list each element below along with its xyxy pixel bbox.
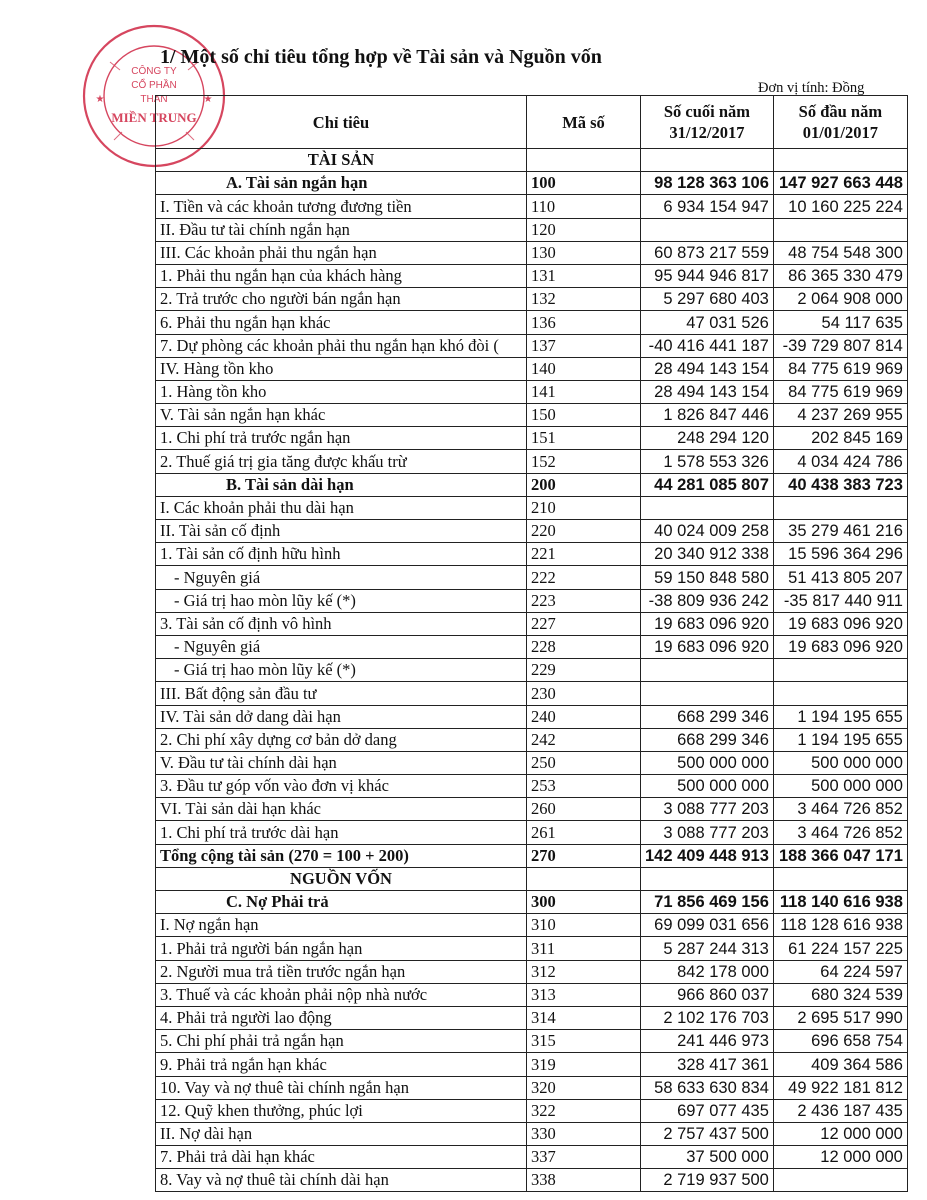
row-end-value: 20 340 912 338: [641, 543, 774, 566]
table-row: [156, 844, 908, 867]
table-row: [156, 543, 908, 566]
row-end-value: 668 299 346: [641, 705, 774, 728]
header-end-line2: 31/12/2017: [669, 123, 745, 142]
table-row: [156, 195, 908, 218]
table-row: [156, 960, 908, 983]
row-end-value: 98 128 363 106: [641, 172, 774, 195]
row-code: 240: [527, 705, 641, 728]
row-end-value: 19 683 096 920: [641, 612, 774, 635]
table-row: [156, 1122, 908, 1145]
row-end-value: 60 873 217 559: [641, 241, 774, 264]
table-row: [156, 404, 908, 427]
header-start-line2: 01/01/2017: [802, 123, 878, 142]
header-end-of-year: [641, 96, 774, 149]
row-indicator: 5. Chi phí phải trả ngắn hạn: [156, 1030, 527, 1053]
row-code: 312: [527, 960, 641, 983]
row-indicator: VI. Tài sản dài hạn khác: [156, 798, 527, 821]
row-end-value: 37 500 000: [641, 1146, 774, 1169]
row-start-value: 86 365 330 479: [773, 264, 907, 287]
table-row: [156, 1169, 908, 1192]
row-indicator: 2. Người mua trả tiền trước ngắn hạn: [156, 960, 527, 983]
row-end-value: [641, 149, 774, 172]
row-start-value: 147 927 663 448: [773, 172, 907, 195]
svg-text:CÔNG TY: CÔNG TY: [131, 66, 177, 77]
table-row: [156, 751, 908, 774]
row-start-value: 12 000 000: [773, 1146, 907, 1169]
row-code: 141: [527, 380, 641, 403]
row-indicator: III. Các khoản phải thu ngắn hạn: [156, 241, 527, 264]
row-end-value: 500 000 000: [641, 751, 774, 774]
row-indicator: - Giá trị hao mòn lũy kế (*): [156, 659, 527, 682]
row-start-value: 84 775 619 969: [773, 357, 907, 380]
header-start-line1: Số đầu năm: [798, 102, 883, 121]
row-end-value: 668 299 346: [641, 728, 774, 751]
table-row: [156, 1006, 908, 1029]
row-end-value: 47 031 526: [641, 311, 774, 334]
row-code: 300: [527, 891, 641, 914]
row-end-value: 142 409 448 913: [641, 844, 774, 867]
table-row: [156, 682, 908, 705]
row-code: [527, 867, 641, 890]
row-indicator: 1. Phải thu ngắn hạn của khách hàng: [156, 264, 527, 287]
table-row: [156, 983, 908, 1006]
row-end-value: 966 860 037: [641, 983, 774, 1006]
table-row: [156, 172, 908, 195]
table-row: [156, 334, 908, 357]
row-code: 137: [527, 334, 641, 357]
row-code: 338: [527, 1169, 641, 1192]
row-indicator: - Giá trị hao mòn lũy kế (*): [156, 589, 527, 612]
row-code: 250: [527, 751, 641, 774]
row-code: 151: [527, 427, 641, 450]
row-start-value: 118 128 616 938: [773, 914, 907, 937]
table-row: [156, 520, 908, 543]
table-row: [156, 149, 908, 172]
row-start-value: 1 194 195 655: [773, 705, 907, 728]
row-start-value: [773, 496, 907, 519]
svg-text:MIỀN TRUNG: MIỀN TRUNG: [111, 110, 197, 125]
row-indicator: 2. Chi phí xây dựng cơ bản dở dang: [156, 728, 527, 751]
row-code: 221: [527, 543, 641, 566]
table-row: [156, 705, 908, 728]
row-start-value: 19 683 096 920: [773, 612, 907, 635]
row-code: 260: [527, 798, 641, 821]
row-end-value: 1 826 847 446: [641, 404, 774, 427]
row-end-value: 2 757 437 500: [641, 1122, 774, 1145]
row-indicator: 2. Trả trước cho người bán ngắn hạn: [156, 288, 527, 311]
table-row: [156, 241, 908, 264]
row-code: 270: [527, 844, 641, 867]
header-end-line1: Số cuối năm: [663, 102, 751, 121]
row-code: 313: [527, 983, 641, 1006]
balance-sheet-table: [155, 95, 908, 1192]
row-indicator: 1. Chi phí trả trước ngắn hạn: [156, 427, 527, 450]
table-row: [156, 1146, 908, 1169]
row-indicator: C. Nợ Phải trả: [156, 891, 527, 914]
table-row: [156, 566, 908, 589]
row-end-value: [641, 218, 774, 241]
row-end-value: 842 178 000: [641, 960, 774, 983]
header-code: Mã số: [527, 96, 641, 149]
table-row: [156, 450, 908, 473]
row-end-value: [641, 682, 774, 705]
row-indicator: - Nguyên giá: [156, 566, 527, 589]
row-code: 132: [527, 288, 641, 311]
svg-text:★: ★: [203, 94, 213, 105]
row-start-value: 4 034 424 786: [773, 450, 907, 473]
row-indicator: IV. Tài sản dở dang dài hạn: [156, 705, 527, 728]
row-start-value: 12 000 000: [773, 1122, 907, 1145]
row-end-value: 95 944 946 817: [641, 264, 774, 287]
row-code: 220: [527, 520, 641, 543]
row-start-value: [773, 682, 907, 705]
row-code: 227: [527, 612, 641, 635]
page-title: 1/ Một số chỉ tiêu tổng hợp về Tài sản và Nguồn vốn: [160, 46, 602, 68]
row-indicator: B. Tài sản dài hạn: [156, 473, 527, 496]
row-end-value: 3 088 777 203: [641, 798, 774, 821]
row-end-value: 5 297 680 403: [641, 288, 774, 311]
row-indicator: 9. Phải trả ngắn hạn khác: [156, 1053, 527, 1076]
row-code: 200: [527, 473, 641, 496]
row-code: 253: [527, 775, 641, 798]
svg-text:CỔ PHẦN: CỔ PHẦN: [131, 80, 177, 91]
row-start-value: 1 194 195 655: [773, 728, 907, 751]
row-code: 319: [527, 1053, 641, 1076]
row-start-value: [773, 659, 907, 682]
row-end-value: 500 000 000: [641, 775, 774, 798]
row-indicator: 4. Phải trả người lao động: [156, 1006, 527, 1029]
row-indicator: I. Nợ ngắn hạn: [156, 914, 527, 937]
row-code: 150: [527, 404, 641, 427]
row-end-value: [641, 867, 774, 890]
row-start-value: 409 364 586: [773, 1053, 907, 1076]
table-body: [156, 149, 908, 1192]
row-start-value: 40 438 383 723: [773, 473, 907, 496]
row-code: 330: [527, 1122, 641, 1145]
row-code: 230: [527, 682, 641, 705]
table-row: [156, 891, 908, 914]
row-end-value: 44 281 085 807: [641, 473, 774, 496]
row-code: 210: [527, 496, 641, 519]
row-code: 242: [527, 728, 641, 751]
row-start-value: 3 464 726 852: [773, 798, 907, 821]
row-start-value: 188 366 047 171: [773, 844, 907, 867]
row-code: 222: [527, 566, 641, 589]
row-indicator: IV. Hàng tồn kho: [156, 357, 527, 380]
row-indicator: A. Tài sản ngắn hạn: [156, 172, 527, 195]
row-start-value: 4 237 269 955: [773, 404, 907, 427]
row-end-value: 58 633 630 834: [641, 1076, 774, 1099]
row-code: 311: [527, 937, 641, 960]
table-row: [156, 288, 908, 311]
row-indicator: TÀI SẢN: [156, 149, 527, 172]
row-code: 314: [527, 1006, 641, 1029]
table-row: [156, 635, 908, 658]
row-start-value: [773, 218, 907, 241]
table-row: [156, 473, 908, 496]
row-start-value: [773, 867, 907, 890]
row-indicator: I. Tiền và các khoản tương đương tiền: [156, 195, 527, 218]
row-start-value: 3 464 726 852: [773, 821, 907, 844]
row-indicator: 3. Thuế và các khoản phải nộp nhà nước: [156, 983, 527, 1006]
table-row: [156, 264, 908, 287]
table-row: [156, 1099, 908, 1122]
table-row: [156, 496, 908, 519]
row-end-value: 71 856 469 156: [641, 891, 774, 914]
row-indicator: 12. Quỹ khen thưởng, phúc lợi: [156, 1099, 527, 1122]
row-start-value: 2 064 908 000: [773, 288, 907, 311]
row-code: 110: [527, 195, 641, 218]
row-start-value: 15 596 364 296: [773, 543, 907, 566]
row-start-value: [773, 149, 907, 172]
table-row: [156, 867, 908, 890]
table-row: [156, 1053, 908, 1076]
table-row: [156, 1076, 908, 1099]
row-start-value: 2 695 517 990: [773, 1006, 907, 1029]
table-row: [156, 427, 908, 450]
row-indicator: II. Tài sản cố định: [156, 520, 527, 543]
table-row: [156, 937, 908, 960]
row-end-value: 697 077 435: [641, 1099, 774, 1122]
row-end-value: [641, 496, 774, 519]
row-start-value: 64 224 597: [773, 960, 907, 983]
row-start-value: [773, 1169, 907, 1192]
row-indicator: 7. Dự phòng các khoản phải thu ngắn hạn khó đòi (: [156, 334, 527, 357]
row-code: 140: [527, 357, 641, 380]
row-start-value: 48 754 548 300: [773, 241, 907, 264]
row-code: 228: [527, 635, 641, 658]
table-row: [156, 775, 908, 798]
row-indicator: 1. Phải trả người bán ngắn hạn: [156, 937, 527, 960]
row-indicator: 1. Chi phí trả trước dài hạn: [156, 821, 527, 844]
row-indicator: 7. Phải trả dài hạn khác: [156, 1146, 527, 1169]
row-start-value: -35 817 440 911: [773, 589, 907, 612]
row-end-value: -40 416 441 187: [641, 334, 774, 357]
header-indicator: Chỉ tiêu: [156, 96, 527, 149]
row-indicator: II. Nợ dài hạn: [156, 1122, 527, 1145]
row-start-value: 680 324 539: [773, 983, 907, 1006]
row-indicator: III. Bất động sản đầu tư: [156, 682, 527, 705]
row-start-value: 35 279 461 216: [773, 520, 907, 543]
row-code: 136: [527, 311, 641, 334]
row-start-value: 10 160 225 224: [773, 195, 907, 218]
row-code: 337: [527, 1146, 641, 1169]
table-row: [156, 612, 908, 635]
table-row: [156, 1030, 908, 1053]
row-end-value: 40 024 009 258: [641, 520, 774, 543]
svg-text:THAN: THAN: [140, 94, 168, 105]
row-end-value: 19 683 096 920: [641, 635, 774, 658]
row-end-value: -38 809 936 242: [641, 589, 774, 612]
row-start-value: 84 775 619 969: [773, 380, 907, 403]
row-indicator: 3. Đầu tư góp vốn vào đơn vị khác: [156, 775, 527, 798]
row-start-value: 19 683 096 920: [773, 635, 907, 658]
row-end-value: 5 287 244 313: [641, 937, 774, 960]
row-indicator: NGUỒN VỐN: [156, 867, 527, 890]
row-end-value: 328 417 361: [641, 1053, 774, 1076]
row-end-value: 3 088 777 203: [641, 821, 774, 844]
row-end-value: 69 099 031 656: [641, 914, 774, 937]
row-indicator: 2. Thuế giá trị gia tăng được khấu trừ: [156, 450, 527, 473]
row-code: 320: [527, 1076, 641, 1099]
row-end-value: 248 294 120: [641, 427, 774, 450]
row-code: 229: [527, 659, 641, 682]
row-code: 310: [527, 914, 641, 937]
row-code: 152: [527, 450, 641, 473]
row-indicator: 8. Vay và nợ thuê tài chính dài hạn: [156, 1169, 527, 1192]
row-end-value: 2 719 937 500: [641, 1169, 774, 1192]
row-start-value: 118 140 616 938: [773, 891, 907, 914]
row-start-value: 61 224 157 225: [773, 937, 907, 960]
row-code: 322: [527, 1099, 641, 1122]
row-end-value: 28 494 143 154: [641, 357, 774, 380]
row-start-value: 49 922 181 812: [773, 1076, 907, 1099]
row-indicator: V. Tài sản ngắn hạn khác: [156, 404, 527, 427]
row-start-value: 51 413 805 207: [773, 566, 907, 589]
table-row: [156, 218, 908, 241]
row-indicator: II. Đầu tư tài chính ngắn hạn: [156, 218, 527, 241]
row-indicator: I. Các khoản phải thu dài hạn: [156, 496, 527, 519]
table-row: [156, 380, 908, 403]
row-start-value: 202 845 169: [773, 427, 907, 450]
table-row: [156, 589, 908, 612]
table-row: [156, 728, 908, 751]
row-code: 315: [527, 1030, 641, 1053]
table-row: [156, 311, 908, 334]
row-start-value: 500 000 000: [773, 775, 907, 798]
unit-note: Đơn vị tính: Đồng: [758, 80, 865, 96]
row-code: 120: [527, 218, 641, 241]
row-end-value: 2 102 176 703: [641, 1006, 774, 1029]
row-indicator: 1. Tài sản cố định hữu hình: [156, 543, 527, 566]
row-code: 223: [527, 589, 641, 612]
row-end-value: 6 934 154 947: [641, 195, 774, 218]
row-code: 130: [527, 241, 641, 264]
table-row: [156, 659, 908, 682]
table-row: [156, 821, 908, 844]
row-end-value: 1 578 553 326: [641, 450, 774, 473]
row-start-value: 54 117 635: [773, 311, 907, 334]
row-end-value: 241 446 973: [641, 1030, 774, 1053]
row-code: 100: [527, 172, 641, 195]
row-indicator: - Nguyên giá: [156, 635, 527, 658]
table-row: [156, 914, 908, 937]
header-start-of-year: [773, 96, 907, 149]
row-code: 131: [527, 264, 641, 287]
row-end-value: 59 150 848 580: [641, 566, 774, 589]
row-start-value: -39 729 807 814: [773, 334, 907, 357]
row-code: 261: [527, 821, 641, 844]
row-indicator: Tổng cộng tài sản (270 = 100 + 200): [156, 844, 527, 867]
svg-text:★: ★: [95, 94, 105, 105]
table-row: [156, 798, 908, 821]
row-indicator: 6. Phải thu ngắn hạn khác: [156, 311, 527, 334]
table-header-row: [156, 96, 908, 149]
row-start-value: 2 436 187 435: [773, 1099, 907, 1122]
row-start-value: 696 658 754: [773, 1030, 907, 1053]
table-row: [156, 357, 908, 380]
row-indicator: 1. Hàng tồn kho: [156, 380, 527, 403]
row-code: [527, 149, 641, 172]
row-indicator: 10. Vay và nợ thuê tài chính ngắn hạn: [156, 1076, 527, 1099]
row-end-value: [641, 659, 774, 682]
row-end-value: 28 494 143 154: [641, 380, 774, 403]
row-start-value: 500 000 000: [773, 751, 907, 774]
row-indicator: V. Đầu tư tài chính dài hạn: [156, 751, 527, 774]
row-indicator: 3. Tài sản cố định vô hình: [156, 612, 527, 635]
